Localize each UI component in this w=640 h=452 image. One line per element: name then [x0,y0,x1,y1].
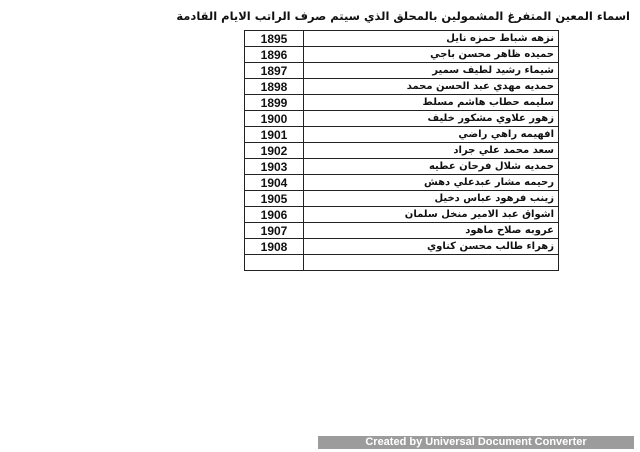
row-number: 1899 [245,95,304,111]
row-number: 1901 [245,127,304,143]
row-number: 1896 [245,47,304,63]
table-row [245,143,559,159]
row-name: سعد محمد علي جراد [304,143,559,159]
table-row [245,63,559,79]
row-name: حمديه مهدي عبد الحسن محمد [304,79,559,95]
converter-watermark: Created by Universal Document Converter [318,436,634,449]
row-name: شيماء رشيد لطيف سمير [304,63,559,79]
table-row [245,127,559,143]
document-title: اسماء المعين المتفرغ المشمولين بالمحلق الذي سيتم صرف الراتب الايام القادمة [176,9,630,23]
table-row [245,79,559,95]
row-number: 1898 [245,79,304,95]
row-name: حمديه شلال فرحان عطيه [304,159,559,175]
row-name: اشواق عبد الامير منخل سلمان [304,207,559,223]
table-row [245,47,559,63]
table-row-empty [245,255,559,271]
row-name: زهراء طالب محسن كناوي [304,239,559,255]
row-number: 1905 [245,191,304,207]
row-name: عروبه صلاح ماهود [304,223,559,239]
row-name: حميده ظاهر محسن باجي [304,47,559,63]
row-name: زينب فرهود عباس دخيل [304,191,559,207]
row-name: افهيمه راهي راضي [304,127,559,143]
row-name: نزهه شباط حمزه نايل [304,31,559,47]
row-number: 1908 [245,239,304,255]
row-number: 1906 [245,207,304,223]
table-row [245,207,559,223]
table-row [245,95,559,111]
row-number: 1904 [245,175,304,191]
row-name: زهور علاوي مشكور خليف [304,111,559,127]
table-row [245,159,559,175]
row-name [304,255,559,271]
row-number: 1907 [245,223,304,239]
row-name: سليمه حطاب هاشم مسلط [304,95,559,111]
table-row [245,175,559,191]
table-row [245,111,559,127]
table-row [245,223,559,239]
table-row [245,239,559,255]
row-number: 1895 [245,31,304,47]
row-number: 1902 [245,143,304,159]
table-row [245,31,559,47]
table-row [245,191,559,207]
row-number: 1897 [245,63,304,79]
row-number [245,255,304,271]
names-table [244,30,559,271]
row-number: 1903 [245,159,304,175]
row-name: رحيمه مشار عبدعلي دهش [304,175,559,191]
row-number: 1900 [245,111,304,127]
